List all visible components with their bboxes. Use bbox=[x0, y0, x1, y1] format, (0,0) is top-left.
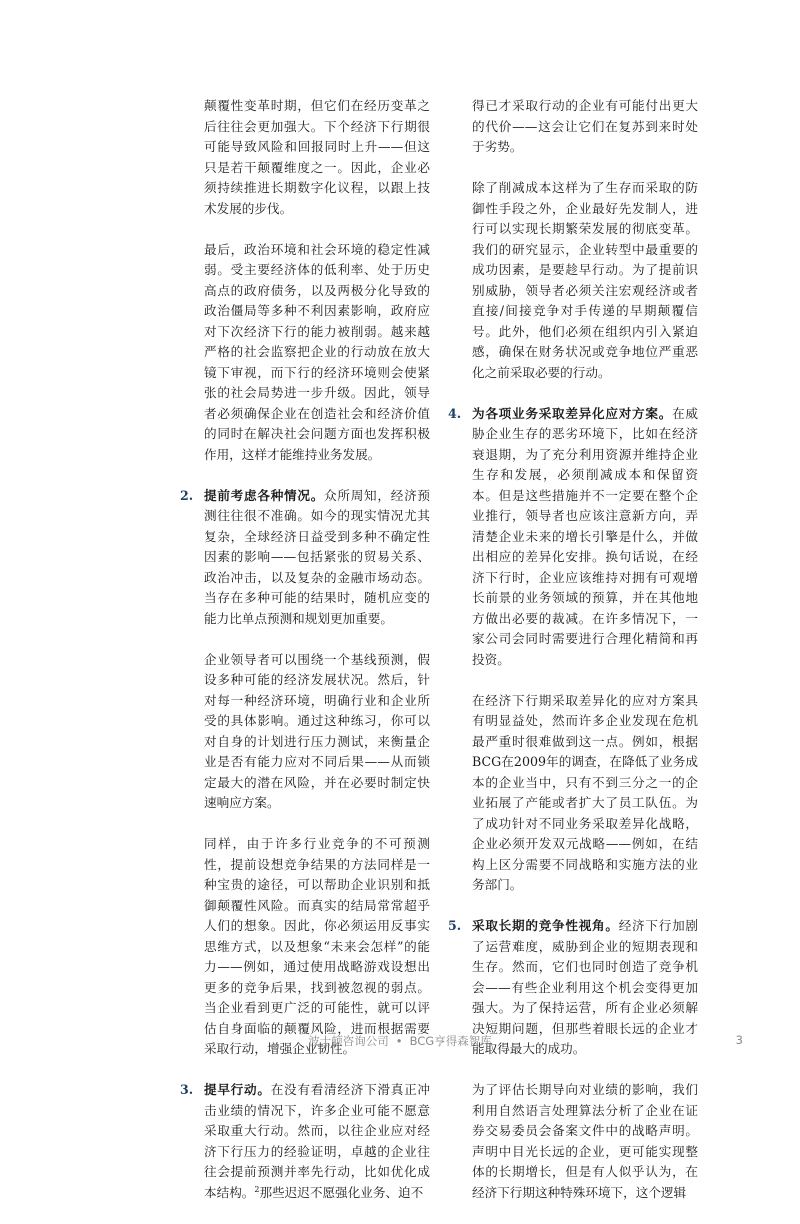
item-title: 采取长期的竞争性视角。 bbox=[472, 918, 619, 933]
page-footer bbox=[0, 1033, 800, 1049]
body-paragraph: 同样，由于许多行业竞争的不可预测性，提前设想竞争结果的方法同样是一种宝贵的途径，可以帮助企业识别和抵御颠覆性风险。而真实的结局常常超乎人们的想象。因此，你必须运用反事实思维方式，以及想象“未来会怎样”的能力——例如，通过使用战略游戏设想出更多的竞争后果，找到被忽视的弱点。当企业看到更广泛的可能性，就可以评估自身面临的颠覆风险，进而根据需要采取行动，增强企业韧性。 bbox=[204, 836, 430, 1056]
body-paragraph: 得已才采取行动的企业有可能付出更大的代价——这会让它们在复苏到来时处于劣势。 bbox=[472, 98, 698, 154]
item-number: 2. bbox=[180, 487, 194, 503]
body-paragraph: 在经济下行期采取差异化的应对方案具有明显益处，然而许多企业发现在危机最严重时很难做到这一点。例如，根据BCG在2009年的调查，在降低了业务成本的企业当中，只有不到三分之一的企业拓展了产能或者扩大了员工队伍。为了成功针对不同业务采取差异化战略，企业必须开发双元战略——例如，在结构上区分需要不同战略和实施方法的业务部门。 bbox=[472, 692, 698, 892]
numbered-item-2 bbox=[180, 486, 431, 630]
item-body-continued: 那些迟迟不愿强化业务、迫不 bbox=[259, 1184, 424, 1200]
numbered-item-3 bbox=[180, 1080, 431, 1203]
footer-brand: BCG亨得森智库 bbox=[409, 1034, 492, 1048]
page-number: 3 bbox=[735, 1033, 743, 1047]
numbered-item-4 bbox=[448, 404, 699, 671]
item-title: 为各项业务采取差异化应对方案。 bbox=[472, 405, 673, 421]
item-title: 提前考虑各种情况。 bbox=[204, 487, 325, 503]
item-number: 3. bbox=[180, 1082, 194, 1097]
item-number: 5. bbox=[448, 918, 462, 933]
item-title: 提早行动。 bbox=[204, 1082, 271, 1097]
footnote-ref: 2 bbox=[254, 1184, 260, 1194]
item-body: 在威胁企业生存的恶劣环境下，比如在经济衰退期，为了充分利用资源并维持企业生存和发展，必须削减成本和保留资本。但是这些措施并不一定要在整个企业推行，领导者也应该注意新方向，弄清楚企业未来的增长引擎是什么，并做出相应的差异化安排。换句话说，在经济下行时，企业应该维持对拥有可观增长前景的业务领域的预算，并在其他地方做出必要的裁减。在许多情况下，一家公司会同时需要进行合理化精简和再投资。 bbox=[472, 405, 699, 667]
item-body: 经济下行加剧了运营难度，威胁到企业的短期表现和生存。然而，它们也同时创造了竞争机会——有些企业利用这个机会变得更加强大。为了保持运营，所有企业必须解决短期问题，但那些着眼长远的企业才能取得最大的成功。 bbox=[472, 918, 699, 1056]
body-paragraph: 颠覆性变革时期，但它们在经历变革之后往往会更加强大。下个经济下行期很可能导致风险和回报同时上升——但这只是若干颠覆维度之一。因此，企业必须持续推进长期数字化议程，以跟上技术发展的步伐。 bbox=[204, 98, 430, 216]
body-paragraph: 最后，政治环境和社会环境的稳定性减弱。受主要经济体的低利率、处于历史高点的政府债务，以及两极分化导致的政治僵局等多种不利因素影响，政府应对下次经济下行的能力被削弱。越来越严格的社会监察把企业的行动放在放大镜下审视，而下行的经济环境则会使紧张的社会局势进一步升级。因此，领导者必须确保企业在创造社会和经济价值的同时在解决社会问题方面也发挥积极作用，这样才能维持业务发展。 bbox=[204, 241, 430, 462]
footer-company: 波士顿咨询公司 bbox=[308, 1034, 389, 1048]
body-paragraph: 除了削减成本这样为了生存而采取的防御性手段之外，企业最好先发制人，进行可以实现长期繁荣发展的彻底变革。我们的研究显示，企业转型中最重要的成功因素，是要趁早行动。为了提前识别威胁，领导者必须关注宏观经济或者直接/间接竞争对手传递的早期颠覆信号。此外，他们必须在组织内引入紧迫感，确保在财务状况或竞争地位严重恶化之前采取必要的行动。 bbox=[472, 180, 698, 380]
item-number: 4. bbox=[448, 405, 462, 421]
item-body: 在没有看清经济下滑真正冲击业绩的情况下，许多企业可能不愿意采取重大行动。然而，以往企业应对经济下行压力的经验证明，卓越的企业往往会提前预测并率先行动，比如优化成本结构。 bbox=[204, 1082, 431, 1200]
left-column bbox=[180, 96, 431, 1224]
body-paragraph: 为了评估长期导向对业绩的影响，我们利用自然语言处理算法分析了企业在证券交易委员会备案文件中的战略声明。声明中目光长远的企业，更可能实现整体的长期增长，但是有人似乎认为，在经济下行期这种特殊环境下，这个逻辑 bbox=[472, 1082, 698, 1200]
item-body: 众所周知，经济预测往往很不准确。如今的现实情况尤其复杂，全球经济日益受到多种不确定性因素的影响——包括紧张的贸易关系、政治冲击，以及复杂的金融市场动态。当存在多种可能的结果时，随机应变的能力比单点预测和规划更加重要。 bbox=[204, 487, 431, 626]
footer-separator: • bbox=[395, 1034, 403, 1048]
body-paragraph: 企业领导者可以围绕一个基线预测，假设多种可能的经济发展状况。然后，针对每一种经济环境，明确行业和企业所受的具体影响。通过这种练习，你可以对自身的计划进行压力测试，来衡量企业是否有能力应对不同后果——从而锁定最大的潜在风险，并在必要时制定快速响应方案。 bbox=[204, 651, 430, 810]
